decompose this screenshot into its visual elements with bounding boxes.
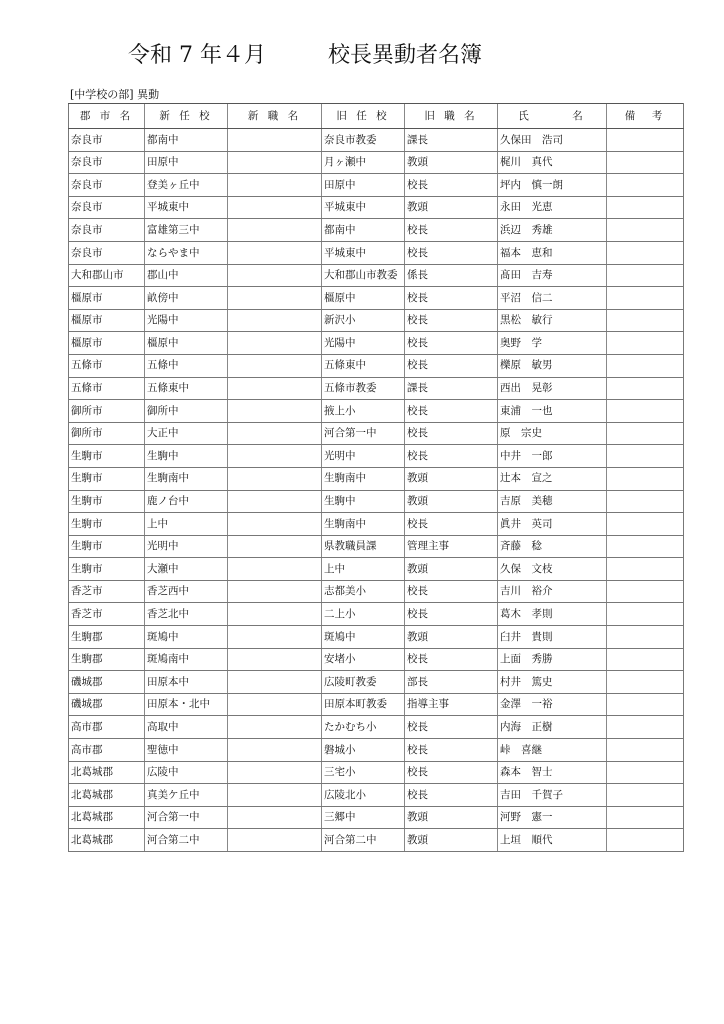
cell-former-position: 校長 (405, 603, 498, 626)
table-row (69, 784, 684, 807)
cell-new-position (228, 400, 322, 423)
cell-former-school: 新沢小 (322, 309, 405, 332)
table-row (69, 558, 684, 581)
cell-remarks (607, 264, 684, 287)
cell-new-school: 大正中 (145, 422, 228, 445)
cell-district: 磯城郡 (69, 671, 145, 694)
cell-district: 御所市 (69, 422, 145, 445)
cell-district: 奈良市 (69, 241, 145, 264)
cell-district: 香芝市 (69, 580, 145, 603)
cell-remarks (607, 558, 684, 581)
cell-remarks (607, 422, 684, 445)
cell-remarks (607, 648, 684, 671)
cell-remarks (607, 693, 684, 716)
cell-former-position: 校長 (405, 580, 498, 603)
cell-district: 北葛城郡 (69, 806, 145, 829)
cell-new-school: 五條中 (145, 354, 228, 377)
cell-remarks (607, 829, 684, 852)
cell-new-position (228, 648, 322, 671)
cell-district: 奈良市 (69, 196, 145, 219)
cell-new-school: 郡山中 (145, 264, 228, 287)
cell-name: 内海 正樹 (498, 716, 607, 739)
cell-remarks (607, 490, 684, 513)
cell-new-position (228, 580, 322, 603)
cell-former-school: たかむち小 (322, 716, 405, 739)
cell-new-school: 河合第一中 (145, 806, 228, 829)
cell-new-position (228, 174, 322, 197)
cell-district: 五條市 (69, 377, 145, 400)
cell-name: 葛木 孝則 (498, 603, 607, 626)
cell-former-school: 磐城小 (322, 739, 405, 762)
table-row (69, 129, 684, 152)
cell-former-school: 三宅小 (322, 761, 405, 784)
cell-new-school: 五條東中 (145, 377, 228, 400)
cell-new-position (228, 445, 322, 468)
cell-former-position: 教頭 (405, 467, 498, 490)
cell-new-school: 田原本中 (145, 671, 228, 694)
cell-former-position: 校長 (405, 400, 498, 423)
cell-new-school: 生駒中 (145, 445, 228, 468)
cell-name: 上垣 順代 (498, 829, 607, 852)
cell-former-school: 河合第一中 (322, 422, 405, 445)
cell-name: 斉藤 稔 (498, 535, 607, 558)
table-row (69, 580, 684, 603)
cell-new-position (228, 264, 322, 287)
section-label: [中学校の部] 異動 (70, 88, 160, 101)
cell-name: 坪内 慎一朗 (498, 174, 607, 197)
cell-remarks (607, 761, 684, 784)
cell-new-position (228, 332, 322, 355)
table-row (69, 151, 684, 174)
cell-former-school: 五條東中 (322, 354, 405, 377)
cell-new-position (228, 626, 322, 649)
cell-former-position: 校長 (405, 739, 498, 762)
cell-district: 生駒市 (69, 490, 145, 513)
cell-name: 村井 篤史 (498, 671, 607, 694)
table-row (69, 467, 684, 490)
cell-former-position: 校長 (405, 648, 498, 671)
cell-new-school: 斑鳩南中 (145, 648, 228, 671)
cell-former-position: 教頭 (405, 490, 498, 513)
cell-former-school: 広陵北小 (322, 784, 405, 807)
cell-district: 五條市 (69, 354, 145, 377)
cell-former-school: 五條市教委 (322, 377, 405, 400)
cell-new-position (228, 513, 322, 536)
cell-new-school: 香芝西中 (145, 580, 228, 603)
cell-new-school: 斑鳩中 (145, 626, 228, 649)
cell-new-school: 河合第二中 (145, 829, 228, 852)
transfer-roster-table (68, 103, 684, 852)
cell-district: 高市郡 (69, 716, 145, 739)
cell-former-school: 大和郡山市教委 (322, 264, 405, 287)
cell-former-position: 校長 (405, 761, 498, 784)
cell-new-school: 鹿ノ台中 (145, 490, 228, 513)
cell-new-position (228, 693, 322, 716)
table-row (69, 219, 684, 242)
cell-former-position: 校長 (405, 174, 498, 197)
cell-new-position (228, 129, 322, 152)
cell-former-school: 生駒南中 (322, 467, 405, 490)
table-header-row (69, 104, 684, 129)
cell-district: 大和郡山市 (69, 264, 145, 287)
table-row (69, 761, 684, 784)
cell-new-position (228, 535, 322, 558)
cell-remarks (607, 151, 684, 174)
table-row (69, 648, 684, 671)
table-row (69, 603, 684, 626)
cell-former-position: 校長 (405, 219, 498, 242)
cell-name: 久保田 浩司 (498, 129, 607, 152)
cell-new-position (228, 761, 322, 784)
cell-former-position: 校長 (405, 309, 498, 332)
table-row (69, 716, 684, 739)
cell-new-school: 生駒南中 (145, 467, 228, 490)
table-row (69, 174, 684, 197)
cell-new-school: 光明中 (145, 535, 228, 558)
column-header-district: 郡 市 名 (69, 104, 145, 129)
cell-new-school: 真美ケ丘中 (145, 784, 228, 807)
cell-former-school: 掖上小 (322, 400, 405, 423)
cell-remarks (607, 400, 684, 423)
cell-remarks (607, 603, 684, 626)
cell-new-school: 上中 (145, 513, 228, 536)
cell-former-school: 田原本町教委 (322, 693, 405, 716)
table-row (69, 445, 684, 468)
cell-new-school: 平城東中 (145, 196, 228, 219)
cell-new-school: 畝傍中 (145, 287, 228, 310)
cell-district: 橿原市 (69, 309, 145, 332)
cell-new-position (228, 377, 322, 400)
column-header-remarks: 備 考 (607, 104, 684, 129)
cell-former-school: 河合第二中 (322, 829, 405, 852)
cell-new-position (228, 196, 322, 219)
cell-new-school: 富雄第三中 (145, 219, 228, 242)
cell-former-position: 教頭 (405, 151, 498, 174)
cell-new-position (228, 784, 322, 807)
cell-former-school: 都南中 (322, 219, 405, 242)
cell-new-school: ならやま中 (145, 241, 228, 264)
cell-district: 奈良市 (69, 129, 145, 152)
cell-former-position: 校長 (405, 241, 498, 264)
cell-former-school: 平城東中 (322, 196, 405, 219)
cell-former-position: 係長 (405, 264, 498, 287)
cell-name: 髙田 吉寿 (498, 264, 607, 287)
cell-district: 北葛城郡 (69, 784, 145, 807)
cell-new-school: 光陽中 (145, 309, 228, 332)
table-row (69, 354, 684, 377)
cell-district: 生駒郡 (69, 648, 145, 671)
cell-remarks (607, 332, 684, 355)
cell-former-school: 県教職員課 (322, 535, 405, 558)
table-row (69, 196, 684, 219)
cell-remarks (607, 467, 684, 490)
cell-remarks (607, 174, 684, 197)
cell-new-school: 広陵中 (145, 761, 228, 784)
cell-name: 森本 智士 (498, 761, 607, 784)
cell-district: 香芝市 (69, 603, 145, 626)
cell-new-position (228, 287, 322, 310)
cell-former-school: 二上小 (322, 603, 405, 626)
cell-former-school: 光明中 (322, 445, 405, 468)
cell-remarks (607, 671, 684, 694)
cell-former-position: 校長 (405, 716, 498, 739)
cell-new-school: 香芝北中 (145, 603, 228, 626)
table-row (69, 264, 684, 287)
cell-new-school: 田原中 (145, 151, 228, 174)
cell-former-position: 教頭 (405, 558, 498, 581)
cell-remarks (607, 309, 684, 332)
table-row (69, 309, 684, 332)
cell-former-position: 校長 (405, 287, 498, 310)
cell-district: 北葛城郡 (69, 761, 145, 784)
cell-new-position (228, 671, 322, 694)
cell-name: 久保 文枝 (498, 558, 607, 581)
cell-name: 西出 晃彰 (498, 377, 607, 400)
cell-new-position (228, 354, 322, 377)
table-row (69, 626, 684, 649)
column-header-new-school: 新 任 校 (145, 104, 228, 129)
cell-district: 高市郡 (69, 739, 145, 762)
cell-remarks (607, 129, 684, 152)
cell-former-position: 校長 (405, 422, 498, 445)
column-header-new-position: 新 職 名 (228, 104, 322, 129)
cell-new-school: 聖徳中 (145, 739, 228, 762)
cell-district: 御所市 (69, 400, 145, 423)
cell-name: 吉原 美穂 (498, 490, 607, 513)
cell-name: 黒松 敏行 (498, 309, 607, 332)
table-row (69, 829, 684, 852)
cell-new-school: 橿原中 (145, 332, 228, 355)
cell-former-position: 教頭 (405, 196, 498, 219)
cell-new-school: 都南中 (145, 129, 228, 152)
cell-name: 東浦 一也 (498, 400, 607, 423)
title-era: 令和 7 年４月 (128, 43, 266, 68)
cell-remarks (607, 196, 684, 219)
cell-former-school: 安堵小 (322, 648, 405, 671)
cell-former-school: 橿原中 (322, 287, 405, 310)
cell-new-position (228, 467, 322, 490)
cell-new-position (228, 422, 322, 445)
cell-former-position: 教頭 (405, 829, 498, 852)
cell-name: 臼井 貴則 (498, 626, 607, 649)
table-row (69, 400, 684, 423)
cell-district: 磯城郡 (69, 693, 145, 716)
cell-district: 北葛城郡 (69, 829, 145, 852)
cell-new-position (228, 490, 322, 513)
cell-remarks (607, 219, 684, 242)
cell-remarks (607, 377, 684, 400)
cell-name: 河野 憲一 (498, 806, 607, 829)
table-row (69, 806, 684, 829)
cell-district: 生駒市 (69, 558, 145, 581)
table-row (69, 332, 684, 355)
cell-new-position (228, 241, 322, 264)
cell-former-position: 管理主事 (405, 535, 498, 558)
cell-new-position (228, 558, 322, 581)
cell-new-position (228, 716, 322, 739)
cell-former-position: 部長 (405, 671, 498, 694)
title-document-name: 校長異動者名簿 (328, 43, 483, 68)
cell-new-school: 登美ヶ丘中 (145, 174, 228, 197)
cell-remarks (607, 626, 684, 649)
cell-name: 浜辺 秀雄 (498, 219, 607, 242)
cell-former-school: 広陵町教委 (322, 671, 405, 694)
column-header-former-position: 旧 職 名 (405, 104, 498, 129)
cell-name: 奥野 学 (498, 332, 607, 355)
table-row (69, 671, 684, 694)
cell-new-position (228, 309, 322, 332)
cell-former-school: 田原中 (322, 174, 405, 197)
cell-name: 原 宗史 (498, 422, 607, 445)
cell-name: 峠 喜継 (498, 739, 607, 762)
cell-district: 奈良市 (69, 151, 145, 174)
cell-district: 生駒市 (69, 513, 145, 536)
cell-district: 奈良市 (69, 174, 145, 197)
cell-new-position (228, 829, 322, 852)
cell-former-position: 校長 (405, 354, 498, 377)
cell-former-school: 斑鳩中 (322, 626, 405, 649)
cell-new-school: 御所中 (145, 400, 228, 423)
cell-remarks (607, 535, 684, 558)
table-row (69, 422, 684, 445)
cell-name: 櫟原 敏男 (498, 354, 607, 377)
cell-new-position (228, 739, 322, 762)
cell-name: 吉田 千賀子 (498, 784, 607, 807)
cell-former-school: 三郷中 (322, 806, 405, 829)
cell-new-school: 大瀬中 (145, 558, 228, 581)
cell-name: 金澤 一裕 (498, 693, 607, 716)
cell-name: 中井 一郎 (498, 445, 607, 468)
cell-district: 生駒市 (69, 445, 145, 468)
table-row (69, 241, 684, 264)
table-row (69, 693, 684, 716)
cell-district: 生駒郡 (69, 626, 145, 649)
cell-remarks (607, 287, 684, 310)
cell-district: 橿原市 (69, 287, 145, 310)
cell-remarks (607, 739, 684, 762)
cell-district: 橿原市 (69, 332, 145, 355)
cell-remarks (607, 716, 684, 739)
cell-name: 平沼 信二 (498, 287, 607, 310)
cell-name: 福本 恵和 (498, 241, 607, 264)
cell-new-school: 高取中 (145, 716, 228, 739)
cell-remarks (607, 513, 684, 536)
cell-new-position (228, 151, 322, 174)
cell-remarks (607, 241, 684, 264)
cell-new-position (228, 806, 322, 829)
column-header-former-school: 旧 任 校 (322, 104, 405, 129)
cell-former-school: 奈良市教委 (322, 129, 405, 152)
cell-name: 永田 光恵 (498, 196, 607, 219)
cell-former-school: 生駒南中 (322, 513, 405, 536)
cell-former-school: 光陽中 (322, 332, 405, 355)
cell-former-school: 月ヶ瀬中 (322, 151, 405, 174)
table-row (69, 535, 684, 558)
column-header-name: 氏 名 (498, 104, 607, 129)
table-row (69, 490, 684, 513)
cell-remarks (607, 445, 684, 468)
cell-former-school: 平城東中 (322, 241, 405, 264)
cell-new-position (228, 603, 322, 626)
cell-district: 奈良市 (69, 219, 145, 242)
cell-name: 上面 秀勝 (498, 648, 607, 671)
cell-former-school: 生駒中 (322, 490, 405, 513)
cell-new-position (228, 219, 322, 242)
cell-new-school: 田原本・北中 (145, 693, 228, 716)
table-row (69, 377, 684, 400)
cell-remarks (607, 784, 684, 807)
table-row (69, 287, 684, 310)
cell-remarks (607, 806, 684, 829)
cell-name: 吉川 裕介 (498, 580, 607, 603)
cell-district: 生駒市 (69, 467, 145, 490)
cell-former-position: 課長 (405, 377, 498, 400)
table-row (69, 739, 684, 762)
cell-former-school: 上中 (322, 558, 405, 581)
cell-former-position: 教頭 (405, 806, 498, 829)
cell-name: 辻本 宣之 (498, 467, 607, 490)
cell-former-position: 指導主事 (405, 693, 498, 716)
cell-remarks (607, 354, 684, 377)
table-row (69, 513, 684, 536)
cell-district: 生駒市 (69, 535, 145, 558)
cell-name: 眞井 英司 (498, 513, 607, 536)
cell-former-position: 校長 (405, 513, 498, 536)
cell-former-school: 志都美小 (322, 580, 405, 603)
cell-remarks (607, 580, 684, 603)
cell-former-position: 校長 (405, 445, 498, 468)
cell-former-position: 校長 (405, 784, 498, 807)
cell-former-position: 課長 (405, 129, 498, 152)
cell-former-position: 校長 (405, 332, 498, 355)
cell-name: 梶川 真代 (498, 151, 607, 174)
cell-former-position: 教頭 (405, 626, 498, 649)
